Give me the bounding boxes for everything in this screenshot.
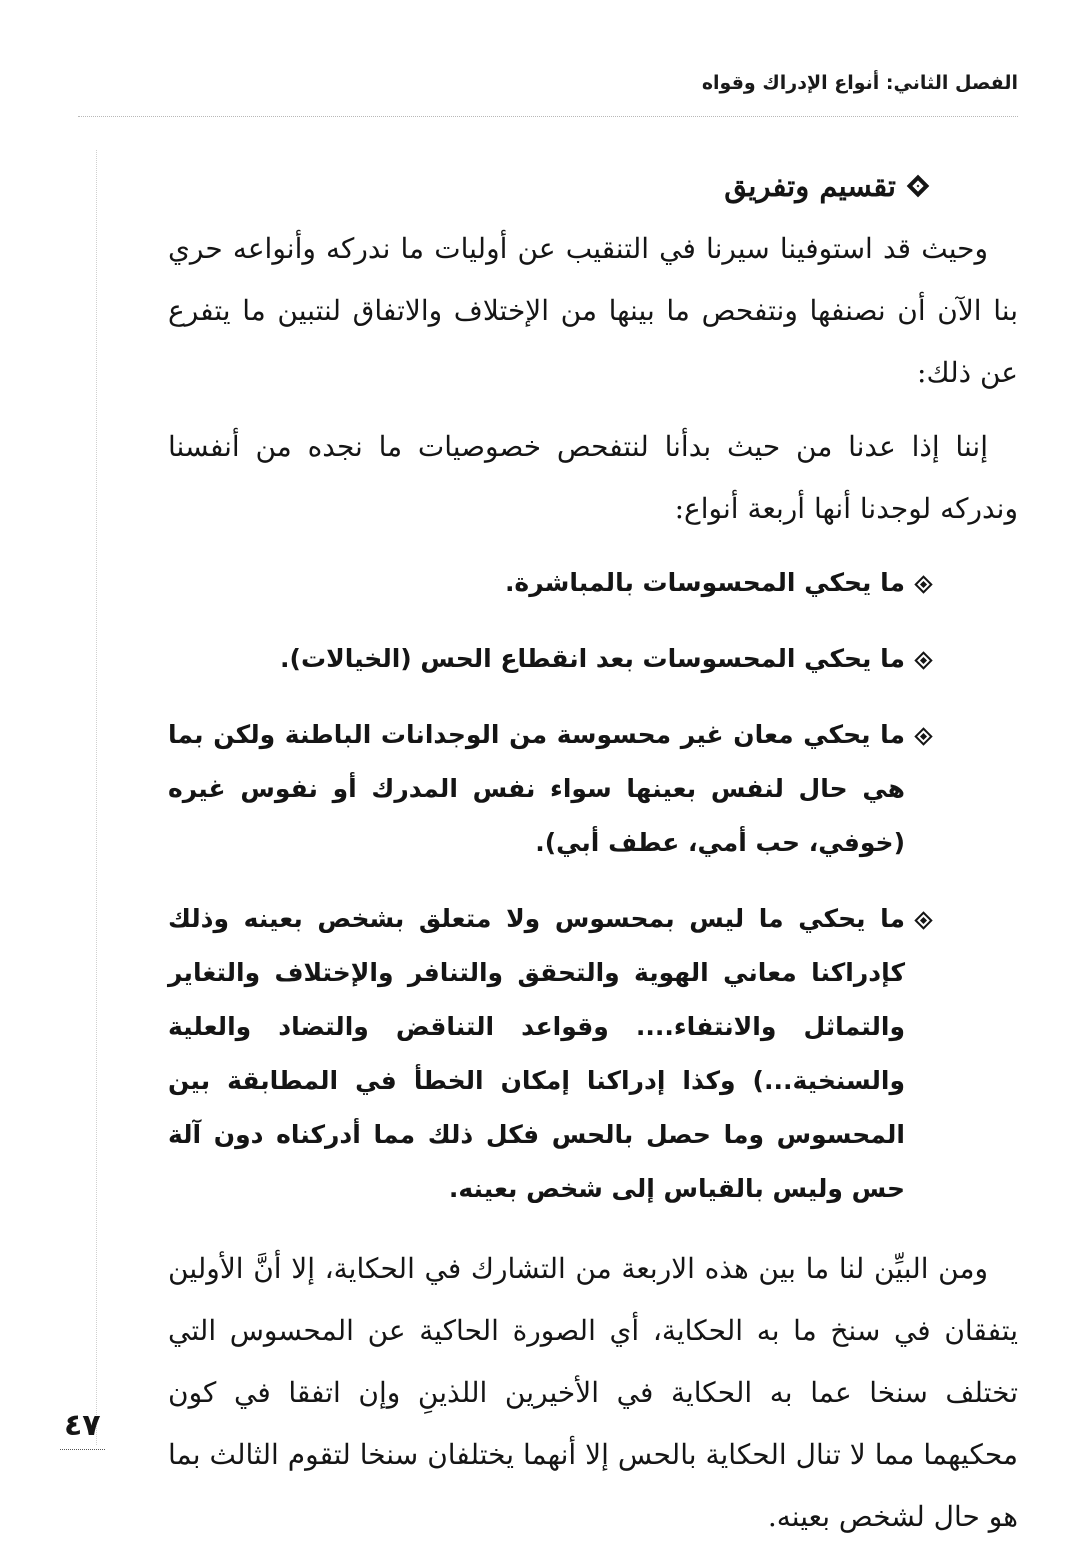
diamond-bullet-icon: [914, 911, 932, 929]
list-item-text: ما يحكي المحسوسات بعد انقطاع الحس (الخيالات).: [280, 644, 905, 674]
list-item: [168, 556, 1018, 610]
margin-divider: [96, 150, 97, 1445]
list-item-text: ما يحكي ما ليس بمحسوس ولا متعلق بشخص بعينه وذلك كإدراكنا معاني الهوية والتحقق والتنافر والإختلاف والتغاير والتماثل والانتفاء.... وقواعد التناقض والتضاد والعلية والسنخية...) وكذا إدراكنا إمكان الخطأ في المطابقة بين المحسوس وما حصل بالحس فكل ذلك مما أدركناه دون آلة حس وليس بالقياس إلى شخص بعينه.: [168, 904, 905, 1204]
list-item: [168, 892, 1018, 1216]
intro-paragraph: وحيث قد استوفينا سيرنا في التنقيب عن أوليات ما ندركه وأنواعه حري بنا الآن أن نصنفها ونتفحص ما بينها من الإختلاف والاتفاق لنتبين ما يتفرع عن ذلك:: [168, 232, 1018, 390]
list-item-text: ما يحكي معان غير محسوسة من الوجدانات الباطنة ولكن بما هي حال لنفس بعينها سواء نفس المدرك أو نفوس غيره (خوفي، حب أمي، عطف أبي).: [168, 720, 905, 858]
section-heading-text: تقسيم وتفريق: [724, 169, 896, 203]
section-heading: [168, 160, 1018, 212]
types-list: [168, 556, 1018, 1216]
diamond-bullet-icon: [914, 651, 932, 669]
page-body: [168, 160, 1018, 1560]
types-paragraph: إننا إذا عدنا من حيث بدأنا لنتفحص خصوصيات ما نجده من أنفسنا وندركه لوجدنا أنها أربعة أنواع:: [168, 430, 1018, 526]
list-item: [168, 708, 1018, 870]
list-item: [168, 632, 1018, 686]
page-number: ٤٧: [60, 1408, 105, 1450]
diamond-bullet-icon: [914, 727, 932, 745]
diamond-bullet-icon: [914, 575, 932, 593]
header-divider: [78, 116, 1018, 117]
diamond-icon: [907, 175, 930, 198]
closing-paragraph: ومن البيِّن لنا ما بين هذه الاربعة من التشارك في الحكاية، إلا أنَّ الأولين يتفقان في سنخ ما به الحكاية، أي الصورة الحاكية عن المحسوس التي تختلف سنخا عما به الحكاية في الأخيرين اللذينِ وإن اتفقا في كون محكيهما مما لا تنال الحكاية بالحس إلا أنهما يختلفان سنخا لتقوم الثالث بما هو حال لشخص بعينه.: [168, 1252, 1018, 1534]
running-header: الفصل الثاني: أنواع الإدراك وقواه: [701, 72, 1018, 94]
list-item-text: ما يحكي المحسوسات بالمباشرة.: [504, 568, 905, 598]
